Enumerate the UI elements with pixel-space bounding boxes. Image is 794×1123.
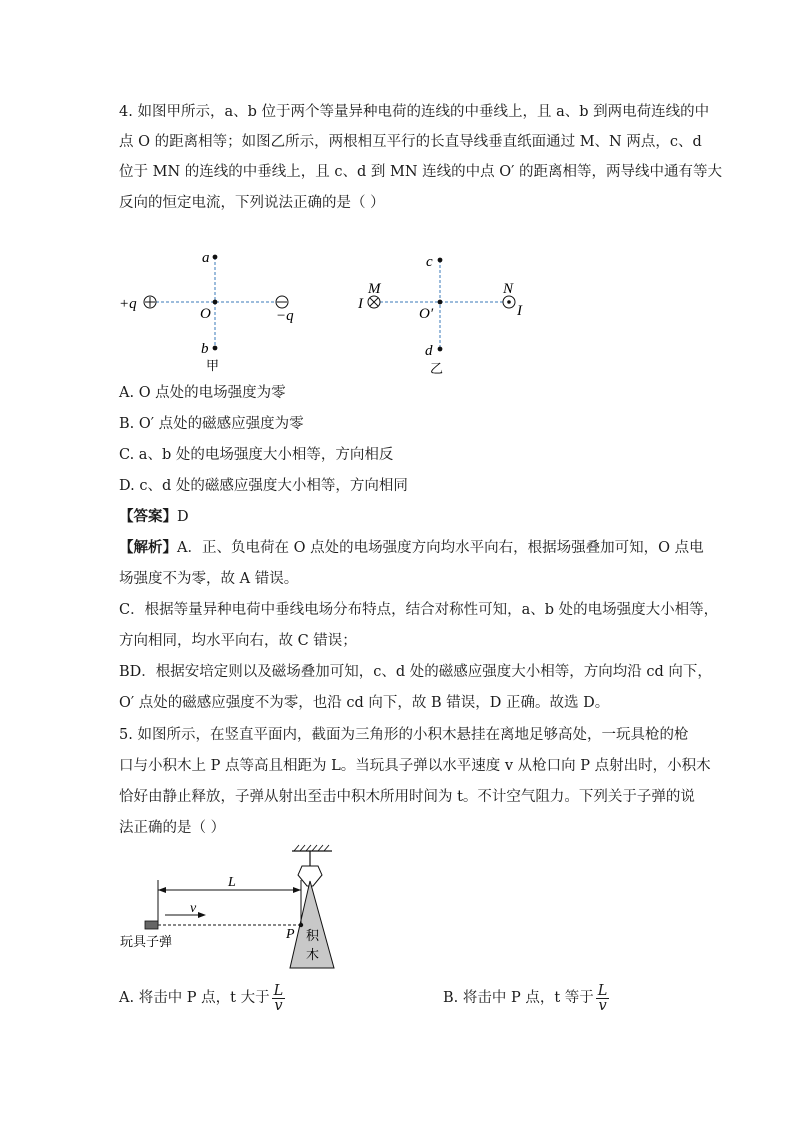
label-I-left: I [358, 296, 363, 312]
label-minus-q: −q [276, 308, 294, 324]
label-a: a [202, 250, 210, 266]
q5-stem-line-2: 口与小积木上 P 点等高且相距为 L。当玩具子弹以水平速度 v 从枪口向 P 点射出时，小积木 [119, 758, 711, 774]
block-label-1: 积 [306, 929, 320, 944]
label-M: M [368, 281, 381, 297]
label-P: P [286, 927, 295, 942]
q4-analysis-line-5: BD．根据安培定则以及磁场叠加可知，c、d 处的磁感应强度大小相等，方向均沿 cd 向下， [119, 664, 712, 680]
analysis-label: 【解析】 [119, 539, 177, 556]
q4-option-b: B. O′ 点处的磁感应强度为零 [119, 416, 304, 432]
label-O: O [200, 306, 211, 322]
caption-jia: 甲 [206, 359, 220, 374]
block-label-2: 木 [306, 948, 320, 963]
point-O [213, 300, 218, 305]
q4-stem-line-3: 位于 MN 的连线的中垂线上，且 c、d 到 MN 连线的中点 O′ 的距离相等，两导线中通有等大 [119, 164, 723, 180]
toy-bullet-icon [145, 921, 158, 929]
q4-stem-line-2: 点 O 的距离相等；如图乙所示，两根相互平行的长直导线垂直纸面通过 M、N 两点，c、d [119, 134, 702, 150]
q5-option-b: B. 将击中 P 点，t 等于 $\frac{L}{v}$ [443, 982, 608, 1014]
q4-analysis-line-1: 【解析】A．正、负电荷在 O 点处的电场强度方向均水平向右，根据场强叠加可知，O 点电 [119, 539, 704, 556]
point-d [438, 347, 443, 352]
label-d: d [425, 343, 433, 359]
q4-stem-line-4: 反向的恒定电流，下列说法正确的是（ ） [119, 195, 385, 211]
q5-stem-line-3: 恰好由静止释放，子弹从射出至击中积木所用时间为 t。不计空气阻力。下列关于子弹的说 [119, 789, 695, 805]
q4-analysis-line-2: 场强度不为零，故 A 错误。 [119, 571, 299, 587]
label-plus-q: +q [119, 296, 137, 312]
answer-label: 【答案】 [119, 508, 177, 525]
q4-stem-line-1: 4. 如图甲所示，a、b 位于两个等量异种电荷的连线的中垂线上，且 a、b 到两电荷连线的中 [119, 104, 710, 120]
caption-yi: 乙 [430, 362, 444, 377]
figure-yi [350, 245, 550, 380]
point-O-prime [438, 300, 443, 305]
q4-analysis-line-6: O′ 点处的磁感应强度不为零，也沿 cd 向下，故 B 错误，D 正确。故选 D。 [119, 695, 610, 711]
q4-answer [119, 507, 189, 527]
label-b: b [201, 341, 209, 357]
point-b [213, 346, 218, 351]
label-O-prime: O′ [419, 306, 434, 322]
figure-q5 [110, 842, 360, 970]
label-v: v [190, 901, 197, 916]
fraction-L-over-v-a: $\frac{L}{v}$ [273, 982, 284, 1014]
q4-option-a: A. O 点处的电场强度为零 [119, 385, 286, 401]
label-c: c [426, 254, 433, 270]
q4-option-c: C. a、b 处的电场强度大小相等，方向相反 [119, 447, 394, 463]
point-a [213, 255, 218, 260]
figure-jia [110, 245, 310, 380]
q4-analysis-line-3: C．根据等量异种电荷中垂线电场分布特点，结合对称性可知，a、b 处的电场强度大小相等， [119, 602, 719, 618]
fraction-L-over-v-b: $\frac{L}{v}$ [597, 982, 608, 1014]
point-c [438, 258, 443, 263]
q5-stem-line-1: 5. 如图所示，在竖直平面内，截面为三角形的小积木悬挂在离地足够高处，一玩具枪的枪 [119, 727, 689, 743]
bullet-label: 玩具子弹 [120, 935, 173, 950]
q5-stem-line-4: 法正确的是（ ） [119, 820, 226, 836]
label-N: N [503, 281, 514, 297]
q5-option-a: A. 将击中 P 点，t 大于 $\frac{L}{v}$ [119, 982, 284, 1014]
q4-option-d: D. c、d 处的磁感应强度大小相等，方向相同 [119, 478, 408, 494]
label-I-right: I [517, 303, 522, 319]
q4-analysis-line-4: 方向相同，均水平向右，故 C 错误； [119, 633, 357, 649]
label-L: L [228, 875, 236, 890]
answer-value: D [177, 509, 189, 525]
